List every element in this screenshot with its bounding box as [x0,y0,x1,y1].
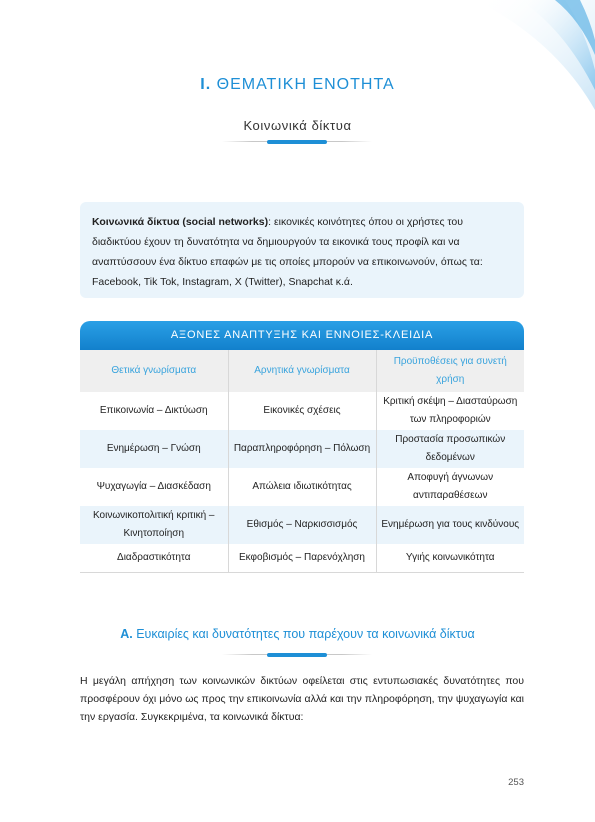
subtitle-accent-bar [267,140,327,144]
table-cell: Απώλεια ιδιωτικότητας [228,468,376,506]
table-row [80,392,524,430]
section-letter: Α. [120,627,133,641]
table-cell: Επικοινωνία – Δικτύωση [80,392,228,430]
table-cell: Ενημέρωση – Γνώση [80,430,228,468]
section-accent-bar [267,653,327,657]
definition-text: : εικονικές κοινότητες όπου οι χρήστες του διαδικτύου έχουν τη δυνατότητα να δημιουργούν τα εικονικά τους προφίλ και να αναπτύσσουν ένα δίκτυο επαφών με τις οποίες μπορούν να επικοινωνούν, όπως τα: Facebook, Tik Tok, Instagram, X (Twitter), Snapchat κ.ά. [92,216,483,288]
table-cell: Ψυχαγωγία – Διασκέδαση [80,468,228,506]
table-row [80,430,524,468]
table-cell: Αποφυγή άγνωνων αντιπαραθέσεων [407,472,494,501]
column-header-positive: Θετικά γνωρίσματα [80,350,228,392]
chapter-title [0,76,595,94]
key-concepts-table [80,321,524,573]
table-cell: Κριτική σκέψη – Διασταύρωση των πληροφοριών [383,396,518,425]
table-cell: Κοινωνικοπολιτική κριτική – Κινητοποίηση [80,506,228,544]
table-cell: Εικονικές σχέσεις [228,392,376,430]
section-title-text: Ευκαιρίες και δυνατότητες που παρέχουν τα κοινωνικά δίκτυα [136,627,475,641]
table-cell: Ενημέρωση για τους κινδύνους [376,506,524,544]
column-header-prerequisites: Προϋποθέσεις για συνετή χρήση [376,350,524,392]
chapter-title-text: ΘΕΜΑΤΙΚΗ ΕΝΟΤΗΤΑ [216,76,395,93]
table-row [80,468,524,506]
column-header-negative: Αρνητικά γνωρίσματα [228,350,376,392]
page-number: 253 [508,777,524,788]
table-cell: Διαδραστικότητα [80,544,228,572]
section-heading [0,627,595,641]
definition-term: Κοινωνικά δίκτυα (social networks) [92,216,269,228]
table-cell: Παραπληροφόρηση – Πόλωση [228,430,376,468]
table-cell: Εκφοβισμός – Παρενόχληση [228,544,376,572]
table-row [80,544,524,572]
table-row [80,506,524,544]
page-subtitle: Κοινωνικά δίκτυα [243,118,352,133]
table-cell: Προστασία προσωπικών δεδομένων [376,430,524,468]
table-column-headers [80,350,524,392]
table-title: ΑΞΟΝΕΣ ΑΝΑΠΤΥΞΗΣ ΚΑΙ ΕΝΝΟΙΕΣ-ΚΛΕΙΔΙΑ [80,321,524,350]
chapter-number: I. [200,76,212,93]
table-cell: Εθισμός – Ναρκισσισμός [228,506,376,544]
table-cell: Υγιής κοινωνικότητα [376,544,524,572]
definition-box [80,202,524,298]
body-paragraph: Η μεγάλη απήχηση των κοινωνικών δικτύων οφείλεται στις εντυπωσιακές δυνατότητες που προσφέρουν όχι μόνο ως προς την επικοινωνία αλλά και την πληροφόρηση, την ψυχαγωγία και την εργασία. Συγκεκριμένα, τα κοινωνικά δίκτυα: [80,675,524,723]
